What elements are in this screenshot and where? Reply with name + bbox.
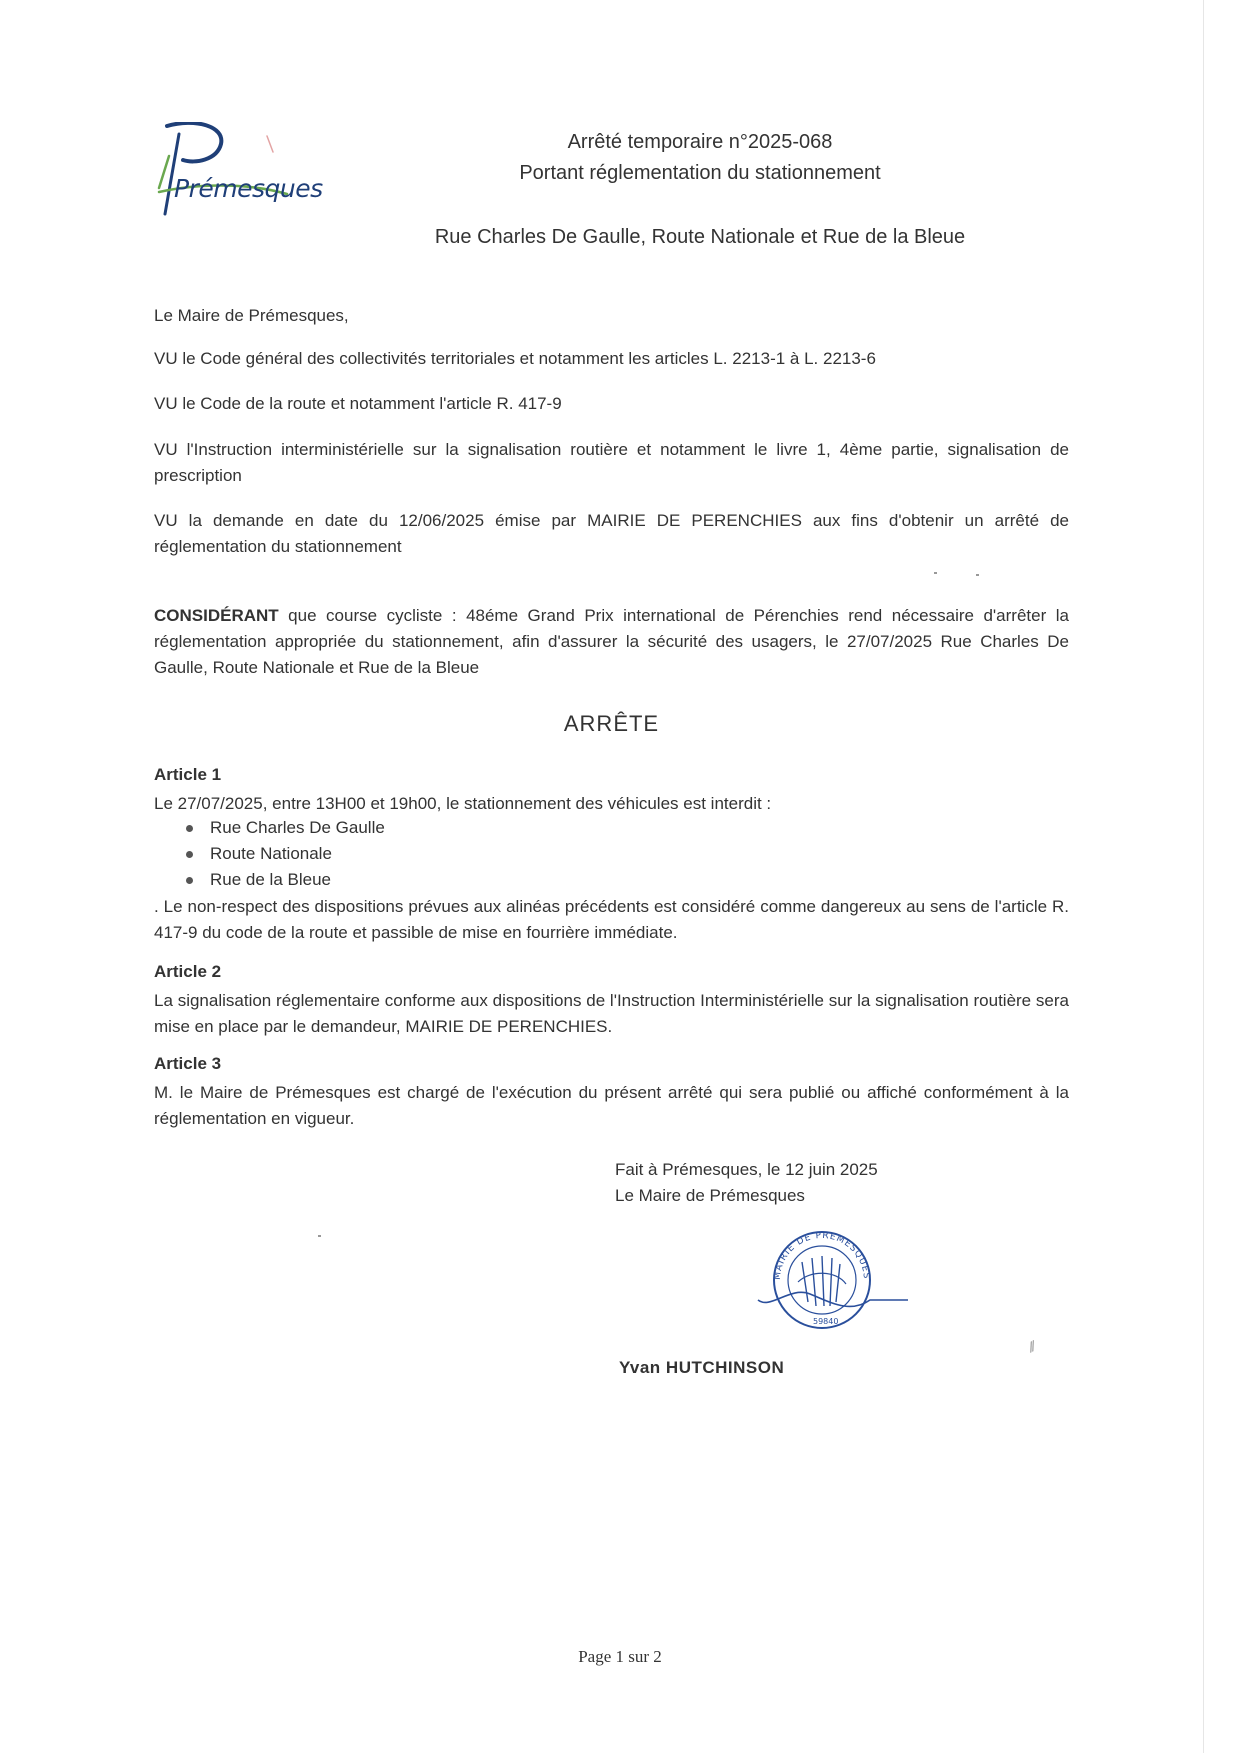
bullet-icon <box>186 825 193 832</box>
list-item-label: Route Nationale <box>210 844 332 863</box>
mayor-seal-signature <box>750 1222 910 1332</box>
signature-role: Le Maire de Prémesques <box>615 1186 805 1205</box>
arrete-heading: ARRÊTE <box>563 711 660 736</box>
list-item <box>186 867 385 893</box>
list-item-label: Rue Charles De Gaulle <box>210 818 385 837</box>
article-1-title: Article 1 <box>154 765 222 784</box>
list-item-label: Rue de la Bleue <box>210 870 331 889</box>
considerant-text: que course cycliste : 48éme Grand Prix international de Pérenchies rend nécessaire d'arrêter la réglementation appropriée du stationnement, afin d'assurer la sécurité des usagers, le 27/07/2025 Rue Charles De Gaulle, Route Nationale et Rue de la Bleue <box>154 606 1069 677</box>
considerant-label: CONSIDÉRANT <box>154 606 279 625</box>
scan-speck <box>934 572 937 574</box>
premesques-logo <box>155 122 340 237</box>
vu-clause-4: VU la demande en date du 12/06/2025 émise par MAIRIE DE PERENCHIES aux fins d'obtenir un arrêté de réglementation du stationnement <box>154 511 1069 556</box>
article-3-title: Article 3 <box>154 1054 222 1073</box>
mayor-intro: Le Maire de Prémesques, <box>154 306 349 325</box>
svg-text:59840: 59840 <box>813 1317 839 1326</box>
svg-text:MAIRIE DE PREMESQUES: MAIRIE DE PREMESQUES <box>772 1230 872 1281</box>
vu-clause-2: VU le Code de la route et notamment l'article R. 417-9 <box>154 394 562 413</box>
decree-streets: Rue Charles De Gaulle, Route Nationale et Rue de la Bleue <box>434 226 966 248</box>
decree-subtitle: Portant réglementation du stationnement <box>519 162 881 184</box>
bullet-icon <box>186 851 193 858</box>
street-list <box>186 815 385 893</box>
bullet-icon <box>186 877 193 884</box>
signer-name: Yvan HUTCHINSON <box>619 1358 785 1377</box>
stamp-icon <box>750 1222 910 1332</box>
decree-title: Arrêté temporaire n°2025-068 <box>567 131 833 153</box>
vu-clause-1: VU le Code général des collectivités territoriales et notamment les articles L. 2213-1 à L. 2213-6 <box>154 349 876 368</box>
article-1-text: Le 27/07/2025, entre 13H00 et 19h00, le stationnement des véhicules est interdit : <box>154 794 772 813</box>
list-item <box>186 815 385 841</box>
logo-wordmark: Prémesques <box>174 174 323 203</box>
scan-edge-line <box>1203 0 1204 1753</box>
scan-mark: ∕∕ <box>1026 1337 1039 1355</box>
considerant-clause <box>154 603 1069 681</box>
page-number: Page 1 sur 2 <box>578 1647 662 1666</box>
signature-place-date: Fait à Prémesques, le 12 juin 2025 <box>615 1160 878 1179</box>
scan-speck <box>318 1235 321 1237</box>
article-2-title: Article 2 <box>154 962 222 981</box>
vu-clause-3: VU l'Instruction interministérielle sur la signalisation routière et notamment le livre 1, 4ème partie, signalisation de prescription <box>154 440 1069 485</box>
list-item <box>186 841 385 867</box>
article-2-text: La signalisation réglementaire conforme aux dispositions de l'Instruction Interministérielle sur la signalisation routière sera mise en place par le demandeur, MAIRIE DE PERENCHIES. <box>154 991 1069 1036</box>
scan-speck <box>976 574 979 576</box>
article-1-note: . Le non-respect des dispositions prévues aux alinéas précédents est considéré comme dangereux au sens de l'article R. 417-9 du code de la route et passible de mise en fourrière immédiate. <box>154 897 1069 942</box>
article-3-text: M. le Maire de Prémesques est chargé de l'exécution du présent arrêté qui sera publié ou affiché conformément à la réglementation en vigueur. <box>154 1083 1069 1128</box>
